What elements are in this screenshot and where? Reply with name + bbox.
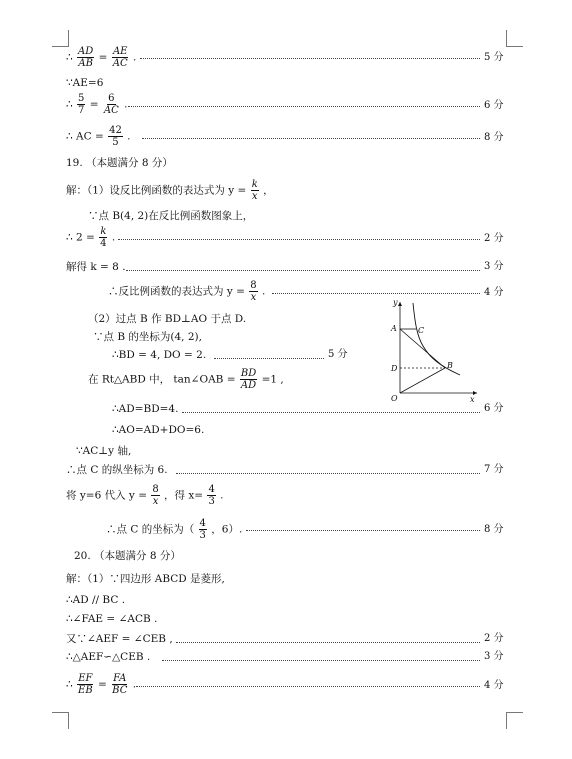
solution-line: ∴点 C 的纵坐标为 6. xyxy=(66,464,168,476)
point-label-d: D xyxy=(391,364,398,373)
fraction xyxy=(240,368,257,391)
point-label-c: C xyxy=(418,326,425,335)
line-text: ∴ xyxy=(66,678,77,691)
fraction xyxy=(77,673,94,696)
leader-dots xyxy=(128,106,480,107)
score-label: 7 分 xyxy=(484,464,504,475)
denominator: 3 xyxy=(199,530,206,541)
line-text: = xyxy=(86,98,102,111)
denominator: AD xyxy=(240,380,257,391)
page-corner-mark xyxy=(52,30,69,47)
numerator: FA xyxy=(113,673,127,684)
solution-line: 解得 k = 8 . xyxy=(66,261,126,273)
point-label-a: A xyxy=(391,324,397,333)
fraction xyxy=(251,179,259,202)
solution-line xyxy=(88,368,284,391)
denominator: 5 xyxy=(112,137,119,148)
question-heading: 19. （本题满分 8 分） xyxy=(66,157,173,169)
leader-dots xyxy=(182,412,480,413)
leader-dots xyxy=(142,138,480,139)
line-text: . xyxy=(129,51,137,64)
leader-dots xyxy=(176,473,480,474)
hyperbola-curve xyxy=(413,303,460,375)
line-text: ， xyxy=(259,184,274,197)
solution-line xyxy=(66,125,131,148)
fraction xyxy=(112,46,129,69)
line-text: . xyxy=(123,130,131,143)
fraction xyxy=(199,518,207,541)
numerator: EF xyxy=(78,673,93,684)
solution-line: ∴AD // BC . xyxy=(66,594,126,606)
score-label: 8 分 xyxy=(484,524,504,535)
fraction xyxy=(207,484,215,507)
denominator: AC xyxy=(103,105,119,116)
denominator: x xyxy=(251,191,258,202)
fraction xyxy=(108,125,123,148)
score-label: 4 分 xyxy=(484,287,504,298)
numerator: 4 xyxy=(199,518,206,529)
numerator: 42 xyxy=(109,125,122,136)
line-text: 解：（1）设反比例函数的表达式为 y = xyxy=(66,184,250,197)
line-text: . xyxy=(129,678,137,691)
fraction xyxy=(151,484,159,507)
score-label: 5 分 xyxy=(328,349,348,360)
leader-dots xyxy=(140,58,480,59)
line-text: 将 y=6 代入 y = xyxy=(66,489,151,502)
page-corner-mark xyxy=(506,712,523,729)
solution-line: 又∵∠AEF = ∠CEB , xyxy=(66,633,173,645)
solution-line xyxy=(66,226,115,249)
leader-dots xyxy=(136,686,480,687)
numerator: k xyxy=(251,179,258,190)
score-label: 3 分 xyxy=(484,261,504,272)
line-text: = xyxy=(95,51,111,64)
score-label: 6 分 xyxy=(484,403,504,414)
denominator: 7 xyxy=(78,105,85,116)
leader-dots xyxy=(214,358,324,359)
solution-line xyxy=(66,46,136,69)
solution-line: ∴△AEF∽△CEB . xyxy=(66,651,151,663)
score-label: 2 分 xyxy=(484,233,504,244)
denominator: AC xyxy=(112,58,128,69)
denominator: AB xyxy=(78,58,93,69)
line-text: ∴ xyxy=(66,98,77,111)
solution-line xyxy=(66,179,274,202)
line-text: ，得 x= xyxy=(160,489,207,502)
score-label: 3 分 xyxy=(484,651,504,662)
denominator: EB xyxy=(78,685,93,696)
numerator: 8 xyxy=(250,280,257,291)
y-axis-arrow xyxy=(398,302,402,306)
denominator: x xyxy=(250,292,257,303)
solution-line: ∴∠FAE = ∠ACB . xyxy=(66,613,158,625)
solution-line xyxy=(108,280,265,303)
leader-dots xyxy=(246,530,480,531)
solution-line: ∴AO=AD+DO=6. xyxy=(112,424,205,436)
score-label: 8 分 xyxy=(484,132,504,143)
score-label: 5 分 xyxy=(484,52,504,63)
line-text: . xyxy=(120,98,128,111)
fraction xyxy=(103,93,120,116)
fraction xyxy=(77,93,85,116)
solution-line xyxy=(106,518,242,541)
score-label: 6 分 xyxy=(484,100,504,111)
line-text: ∴反比例函数的表达式为 y = xyxy=(108,285,249,298)
leader-dots xyxy=(118,239,480,240)
numerator: AE xyxy=(112,46,128,57)
line-text: = xyxy=(94,678,111,691)
question-heading: 20. （本题满分 8 分） xyxy=(74,550,181,562)
leader-dots xyxy=(126,270,480,271)
line-text: ，6）. xyxy=(207,523,243,536)
solution-line: ∵点 B(4, 2)在反比例函数图象上， xyxy=(88,210,254,222)
page-corner-mark xyxy=(506,30,523,47)
fraction xyxy=(99,226,107,249)
line-text: . xyxy=(216,489,224,502)
denominator: 4 xyxy=(100,238,107,249)
line-text: . xyxy=(108,231,116,244)
leader-dots xyxy=(272,293,480,294)
solution-line: ∵点 B 的坐标为(4, 2), xyxy=(93,331,202,343)
fraction xyxy=(249,280,257,303)
solution-line: ∵AE=6 xyxy=(66,77,104,89)
page-corner-mark xyxy=(52,712,69,729)
fraction xyxy=(111,673,128,696)
solution-line: 解：（1）∵四边形 ABCD 是菱形, xyxy=(66,573,225,585)
solution-line xyxy=(66,673,136,696)
solution-line xyxy=(66,484,224,507)
solution-line: （2）过点 B 作 BD⊥AO 于点 D. xyxy=(88,313,247,325)
solution-line xyxy=(66,93,127,116)
x-axis-label: x xyxy=(470,395,475,403)
denominator: x xyxy=(152,496,159,507)
leader-dots xyxy=(162,660,480,661)
line-text: ∴ xyxy=(66,51,77,64)
solution-line: ∴AD=BD=4. xyxy=(112,403,179,415)
line-text: =1 , xyxy=(258,373,284,386)
numerator: AD xyxy=(78,46,94,57)
score-label: 2 分 xyxy=(484,633,504,644)
numerator: BD xyxy=(240,368,257,379)
numerator: 4 xyxy=(208,484,215,495)
leader-dots xyxy=(176,642,480,643)
origin-label: O xyxy=(391,394,398,403)
denominator: 3 xyxy=(208,496,215,507)
numerator: 6 xyxy=(108,93,115,104)
solution-line: ∴BD = 4, DO = 2. xyxy=(112,349,207,361)
y-axis-label: y xyxy=(393,298,398,307)
line-text: ∴点 C 的坐标为（ xyxy=(106,523,198,536)
line-text: 在 Rt△ABD 中， tan∠OAB = xyxy=(88,373,239,386)
numerator: 8 xyxy=(152,484,159,495)
numerator: k xyxy=(100,226,107,237)
line-text: . xyxy=(258,285,266,298)
line-text: ∴ AC = xyxy=(66,130,108,143)
point-label-b: B xyxy=(447,361,453,370)
solution-line: ∵AC⊥y 轴, xyxy=(76,445,132,457)
line-text: ∴ 2 = xyxy=(66,231,99,244)
coordinate-figure xyxy=(385,298,480,403)
score-label: 4 分 xyxy=(484,680,504,691)
denominator: BC xyxy=(112,685,128,696)
segment-ob xyxy=(400,368,445,393)
numerator: 5 xyxy=(78,93,85,104)
fraction xyxy=(77,46,94,69)
